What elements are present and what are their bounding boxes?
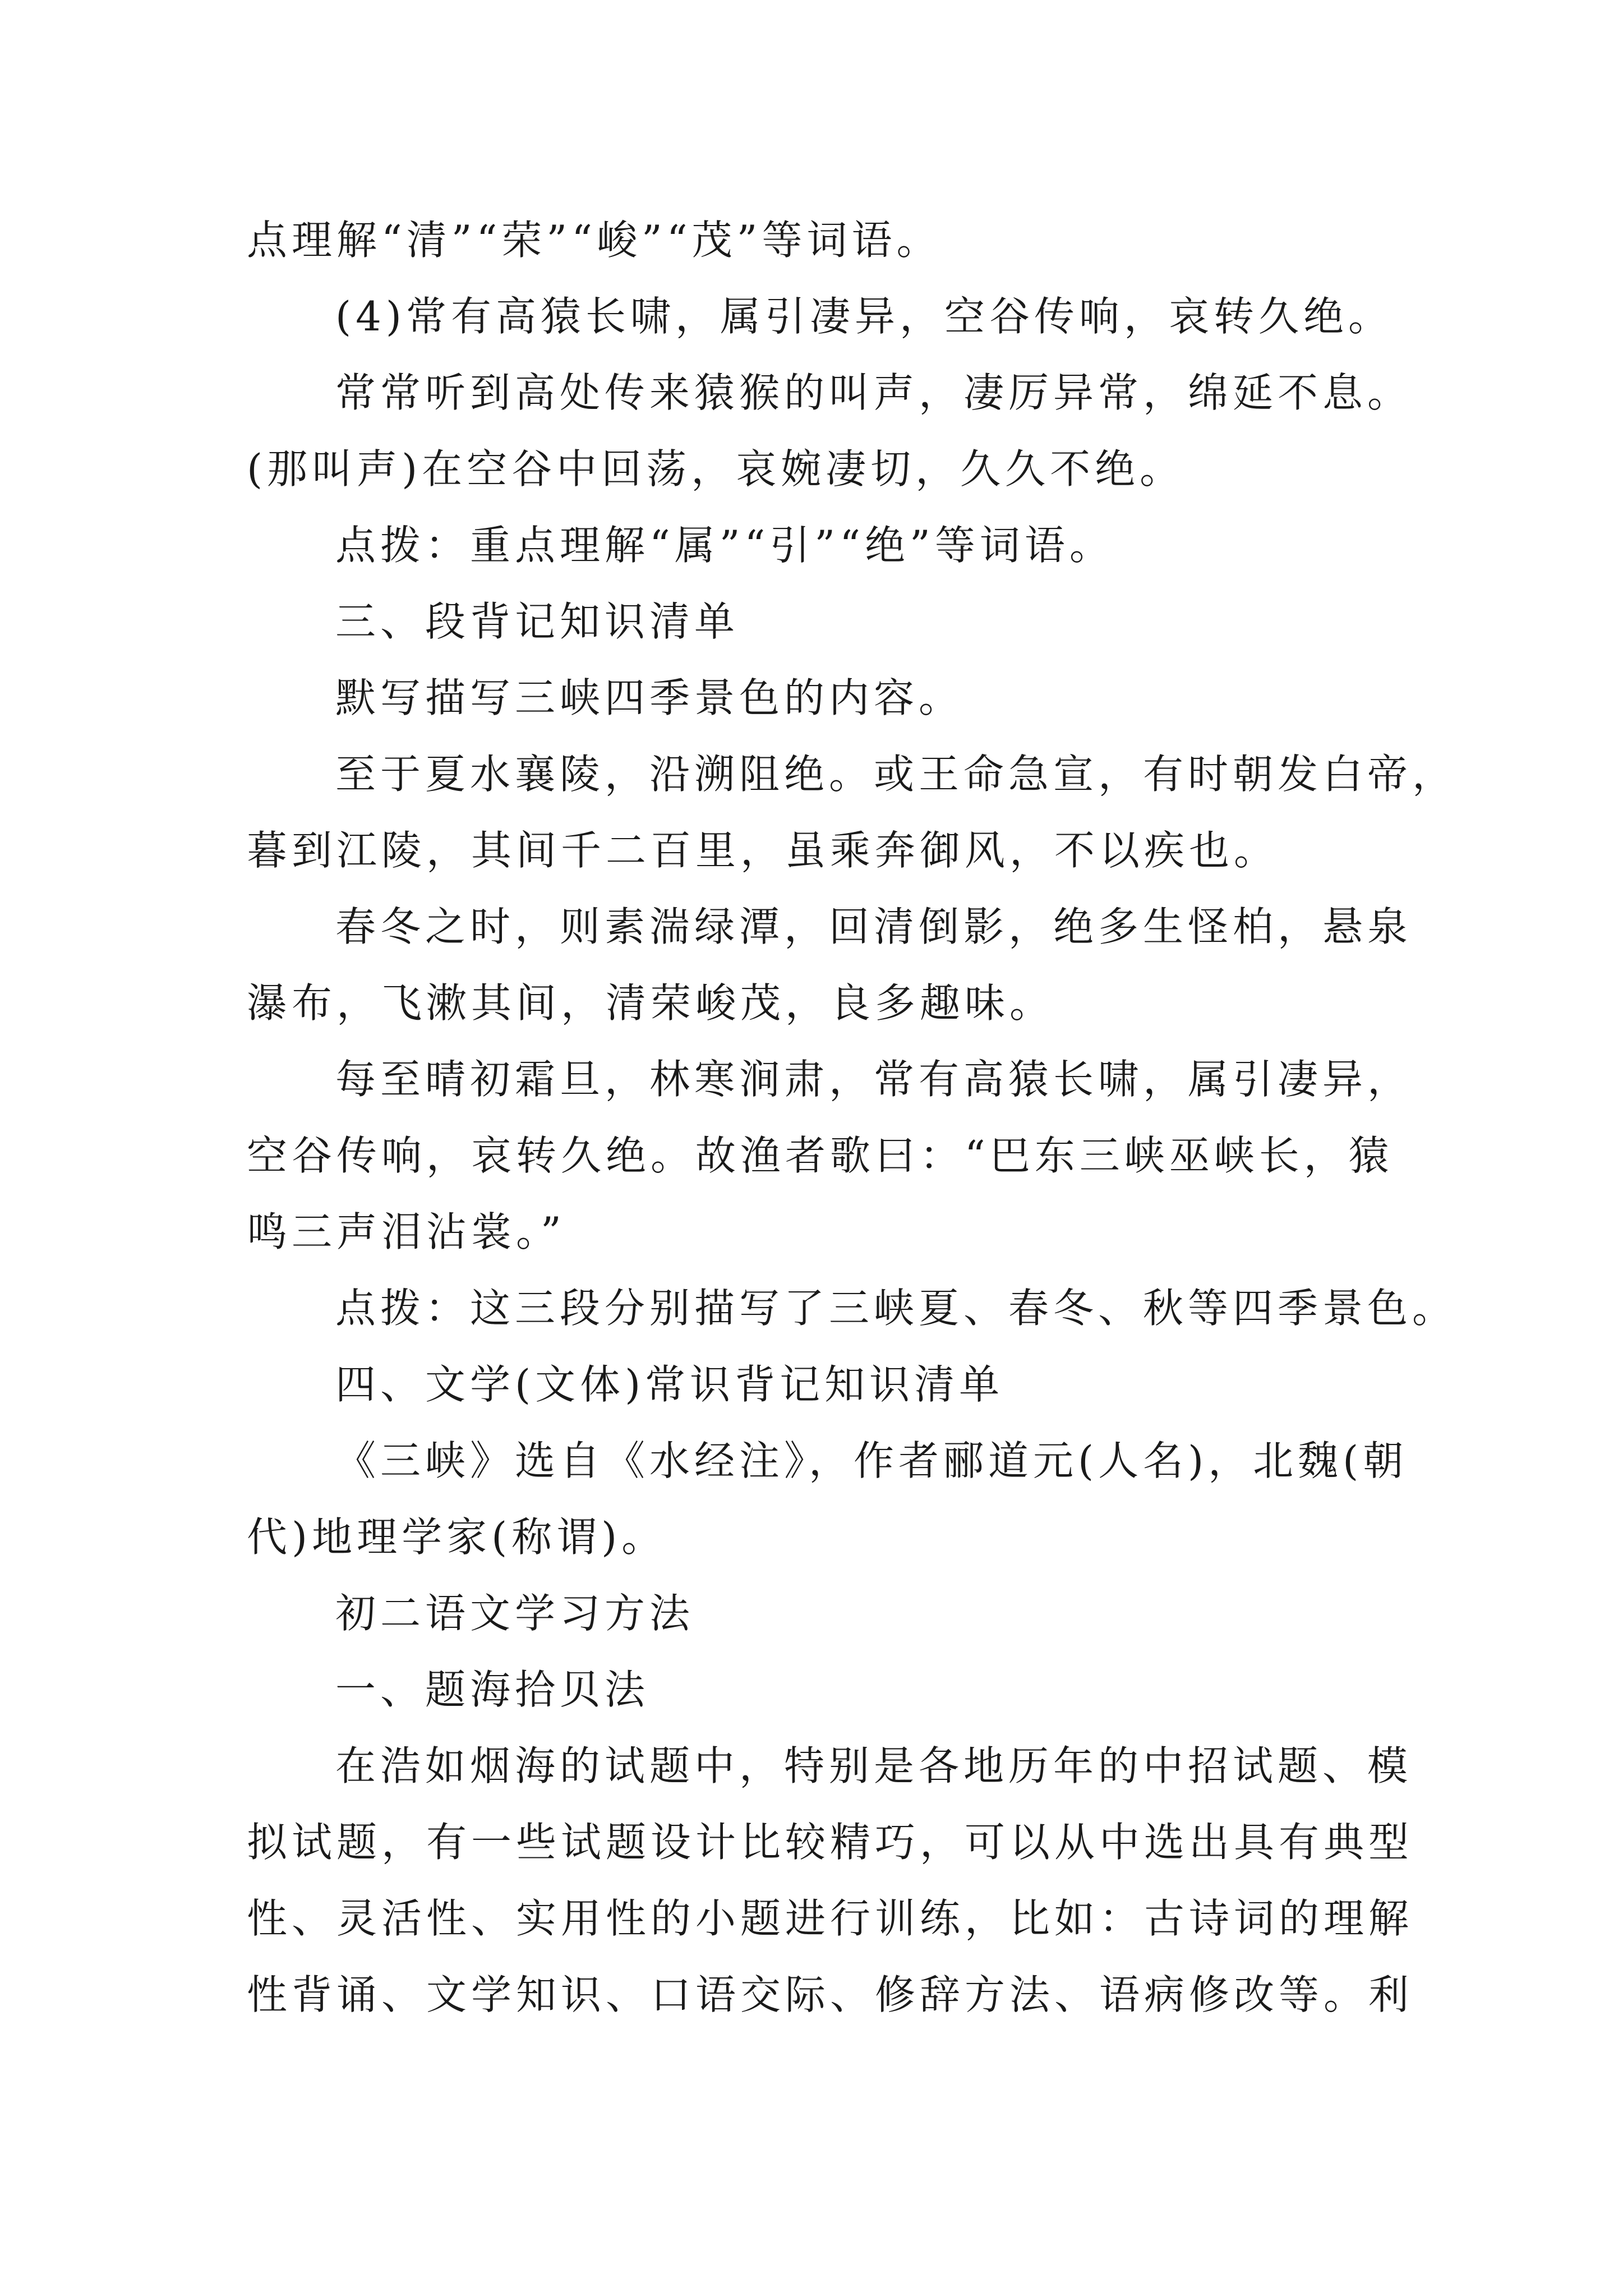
text-line: 四、文学(文体)常识背记知识清单 [335, 1361, 1004, 1408]
text-line: 默写描写三峡四季景色的内容。 [335, 674, 964, 721]
text-line: 一、题海拾贝法 [335, 1666, 650, 1713]
text-line: (那叫声)在空谷中回荡，哀婉凄切，久久不绝。 [247, 445, 1185, 493]
text-line: 点拨：这三段分别描写了三峡夏、春冬、秋等四季景色。 [335, 1285, 1458, 1332]
text-line: 性背诵、文学知识、口语交际、修辞方法、语病修改等。利 [247, 1971, 1414, 2018]
text-line: 初二语文学习方法 [335, 1590, 695, 1637]
text-line: 拟试题，有一些试题设计比较精巧，可以从中选出具有典型 [247, 1819, 1414, 1866]
text-line: 代)地理学家(称谓)。 [247, 1513, 667, 1561]
text-line: 暮到江陵，其间千二百里，虽乘奔御风，不以疾也。 [247, 827, 1279, 874]
text-line: 常常听到高处传来猿猴的叫声，凄厉异常，绵延不息。 [335, 369, 1413, 416]
text-line: 性、灵活性、实用性的小题进行训练，比如：古诗词的理解 [247, 1895, 1414, 1942]
text-line: 春冬之时，则素湍绿潭，回清倒影，绝多生怪柏，悬泉 [335, 903, 1413, 950]
text-line: 在浩如烟海的试题中，特别是各地历年的中招试题、模 [335, 1742, 1413, 1789]
text-line: 点拨：重点理解“属”“引”“绝”等词语。 [335, 522, 1114, 569]
text-line: 鸣三声泪沾裳。” [247, 1208, 566, 1255]
text-line: 点理解“清”“荣”“峻”“茂”等词语。 [247, 217, 942, 264]
text-line: (4)常有高猿长啸，属引凄异，空谷传响，哀转久绝。 [335, 293, 1393, 340]
document-body [247, 211, 1458, 2042]
text-line: 每至晴初霜旦，林寒涧肃，常有高猿长啸，属引凄异， [335, 1056, 1413, 1103]
text-line: 至于夏水襄陵，沿溯阻绝。或王命急宣，有时朝发白帝， [335, 751, 1458, 798]
text-line: 瀑布，飞漱其间，清荣峻茂，良多趣味。 [247, 979, 1055, 1027]
text-line: 空谷传响，哀转久绝。故渔者歌曰：“巴东三峡巫峡长，猿 [247, 1132, 1394, 1179]
text-line: 《三峡》选自《水经注》，作者郦道元(人名)，北魏(朝 [335, 1437, 1408, 1484]
text-line: 三、段背记知识清单 [335, 598, 740, 645]
